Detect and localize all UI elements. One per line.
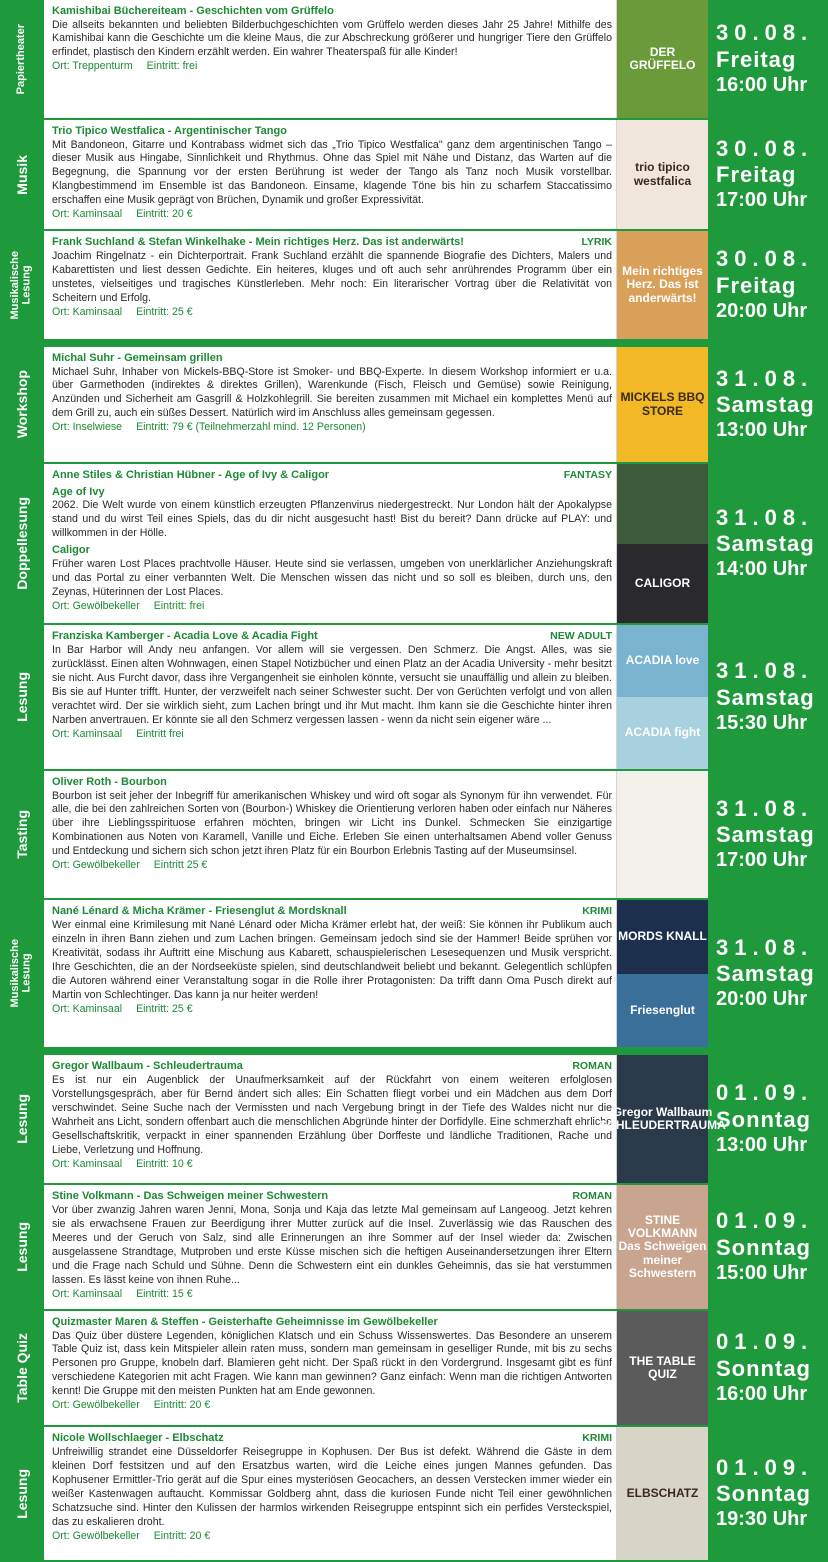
genre-label: FANTASY — [563, 469, 612, 481]
venue: Ort: Kaminsaal — [52, 1002, 123, 1015]
cover-image — [616, 231, 708, 339]
event-title: Trio Tipico Westfalica - Argentinischer Tango — [52, 125, 287, 137]
title-line — [52, 629, 612, 644]
event-datetime — [708, 231, 828, 339]
entry-fee: Eintritt frei — [136, 727, 184, 740]
cover-image — [616, 1185, 708, 1309]
category-text: Doppellesung — [13, 497, 30, 590]
cover-image — [616, 625, 708, 769]
event-time: 13:00 Uhr — [716, 1133, 808, 1156]
event-row — [0, 1185, 828, 1311]
event-time: 16:00 Uhr — [716, 1382, 808, 1405]
description-text: Wer einmal eine Krimilesung mit Nané Lénard oder Micha Krämer erlebt hat, der weiß: Sie können ihr Publikum auch einzeln in ihren Bann ziehen und zum Lachen bringen. Gemeinsam jedoch sind sie der Hammer! Beide sprühen vor Kreativität, sodass ihr Auftritt eine Mischung aus Kabarett, schauspielerischen Lesesequenzen und Musik verspricht. Ihre Geschichten, die an der Nordseeküste spielen, sind deutschlandweit beliebt und bekannt. Gelegentlich schlüpfen die Autoren während einer Veranstaltung sogar in die Rolle ihrer Protagonisten: Da trifft dann Oma Pusch direkt auf Martin von Schlechtinger. Das kann ja nur heiter werden! — [52, 918, 612, 1001]
title-line — [52, 1059, 612, 1074]
category-text: Musikalische Lesung — [9, 939, 33, 1008]
venue: Ort: Kaminsaal — [52, 208, 123, 221]
description-text: Die allseits bekannten und beliebten Bilderbuchgeschichten vom Grüffelo werden dieses Jahr 25 Jahre! Mithilfe des Kamishibai kann die Geschichte um die kleine Maus, die zur Abschreckung größerer und hungriger Tiere den Grüffelo erfindet, plastisch den Kindern erzählt werden. Ein wahrer Theaterspaß für alle Kinder! — [52, 18, 612, 59]
cover-image — [616, 1427, 708, 1560]
event-description — [44, 347, 616, 462]
venue: Ort: Kaminsaal — [52, 1157, 123, 1170]
category-text: Workshop — [13, 370, 30, 439]
event-meta — [52, 306, 612, 320]
event-time: 16:00 Uhr — [716, 73, 808, 96]
description-text: Mit Bandoneon, Gitarre und Kontrabass widmet sich das „Trio Tipico Westfalica" ganz dem argentinischen Tango – dieser Musik aus Hingabe, Sinnlichkeit und Rhythmus. Ohne das Spiel mit Nähe und Distanz, das Warten auf die Begegnung, die Spannung vor der ersten Berührung ist weder der Tango als Tanz noch Musik vorstellbar. Klangbestimmend im Ensemble ist das Bandoneon. Einsame, klagende Töne bis hin zu scharfem Staccatissimo erschaffen eine Musik geprägt von Brüchen, Dynamik und großer Expressivität. — [52, 138, 612, 207]
event-description — [44, 0, 616, 118]
genre-label: ROMAN — [572, 1190, 612, 1202]
cover-panel — [617, 1185, 708, 1309]
event-date: 31.08. — [716, 934, 814, 960]
event-description — [44, 120, 616, 229]
part-subtitle: Age of Ivy — [52, 485, 105, 498]
event-date: 31.08. — [716, 795, 814, 821]
description-text: 2062. Die Welt wurde von einem künstlich erzeugten Pflanzenvirus niedergestreckt. Nur London hält der Apokalypse stand und du wirst Teil eines Spiels, das du dir nicht ausgesucht hast! Bist du bereit? Dann drücke auf PLAY: und willkommen in der Hölle. — [52, 499, 612, 540]
entry-fee: Eintritt: 25 € — [136, 1002, 193, 1015]
category-label — [0, 347, 44, 462]
category-text: Lesung — [13, 1094, 30, 1144]
cover-panel — [617, 625, 708, 697]
cover-panel — [617, 1427, 708, 1560]
cover-text: STINE VOLKMANN Das Schweigen meiner Schwestern — [618, 1213, 707, 1280]
cover-image — [616, 347, 708, 462]
cover-text: trio tipico westfalica — [633, 160, 692, 188]
title-line — [52, 1315, 612, 1330]
event-time: 17:00 Uhr — [716, 849, 808, 872]
genre-label: NEW ADULT — [550, 630, 612, 642]
event-datetime — [708, 0, 828, 118]
entry-fee: Eintritt: frei — [153, 599, 205, 612]
event-time: 19:30 Uhr — [716, 1508, 808, 1531]
event-description — [44, 625, 616, 769]
entry-fee: Eintritt: 79 € (Teilnehmerzahl mind. 12 Personen) — [136, 421, 366, 434]
entry-fee: Eintritt: frei — [146, 60, 198, 73]
event-meta — [52, 600, 612, 614]
category-label — [0, 1311, 44, 1425]
entry-fee: Eintritt: 25 € — [136, 305, 193, 318]
title-line — [52, 124, 612, 139]
title-line — [52, 775, 612, 790]
event-datetime — [708, 1427, 828, 1560]
event-description — [44, 1311, 616, 1425]
cover-image — [616, 1311, 708, 1425]
event-title: Nicole Wollschlaeger - Elbschatz — [52, 1432, 224, 1444]
event-time: 14:00 Uhr — [716, 558, 808, 581]
event-weekday: Sonntag — [716, 1234, 811, 1260]
cover-text: CALIGOR — [634, 575, 691, 590]
event-meta — [52, 1399, 612, 1413]
category-text: Table Quiz — [13, 1333, 30, 1403]
description-text: Es ist nur ein Augenblick der Unaufmerksamkeit auf der Rückfahrt von einem weiteren erfolglosen Vorstellungsgespräch, aber für Bernd ändert sich alles: Ein Schatten fliegt vorbei und ein Mädchen aus dem Dorf verschwindet. Seine Suche nach der Vermissten und nach Vergebung bringt in der Tiefe des Waldes nicht nur die Wahrheit ans Licht, sondern offenbart auch die menschlichen Abgründe hinter der Dorfidylle. Eine schmerzhaft ehrliche Gesellschaftskritik, verpackt in einer spannenden Erzählung über Dorffeste und ländliche Traditionen, Rache und Liebe, Verletzung und Hoffnung. — [52, 1073, 612, 1156]
event-description — [44, 1055, 616, 1183]
category-label — [0, 1185, 44, 1309]
event-meta — [52, 1003, 612, 1017]
event-weekday: Samstag — [716, 961, 815, 986]
event-meta — [52, 728, 612, 742]
event-description — [44, 464, 616, 623]
venue: Ort: Inselwiese — [52, 421, 123, 434]
cover-panel — [617, 464, 708, 544]
event-meta — [52, 421, 612, 435]
entry-fee: Eintritt 25 € — [153, 859, 208, 872]
description-text: In Bar Harbor will Andy neu anfangen. Vor allem will sie vergessen. Den Schmerz. Die Angst. Alles, was sie zurücklässt. Einen alten Wohnwagen, einen Stapel Notizbücher und einen Platz an der Acadia University - mehr besitzt sie nicht. Aus Furcht davor, dass ihre Vergangenheit sie einholen könnte, versucht sie unauffällig und allein zu bleiben. Bis sie auf Hunter trifft. Hunter, der verzweifelt nach seiner Schwester sucht. Der von Gerüchten verfolgt und von allen verachtet wird. Der sie wirklich sieht, zum Lachen bringt und ihr Mut macht. Ihm kann sie die Geschichte hinter ihren Narben anvertrauen. Er könnte sie all den Schmerz vergessen lassen - wenn da nicht sein eigener wäre ... — [52, 643, 612, 726]
cover-image — [616, 464, 708, 623]
cover-panel — [617, 1311, 708, 1425]
event-description — [44, 1185, 616, 1309]
venue: Ort: Gewölbekeller — [52, 1399, 140, 1412]
event-weekday: Samstag — [716, 822, 815, 847]
cover-text: ACADIA love — [625, 653, 700, 668]
event-title: Quizmaster Maren & Steffen - Geisterhafte Geheimnisse im Gewölbekeller — [52, 1316, 438, 1328]
event-row — [0, 464, 828, 625]
event-weekday: Samstag — [716, 531, 815, 556]
event-time: 13:00 Uhr — [716, 419, 808, 442]
category-text: Lesung — [13, 1468, 30, 1519]
genre-label: KRIMI — [582, 905, 612, 917]
event-date: 30.08. — [716, 135, 814, 161]
category-label — [0, 1055, 44, 1183]
cover-text: ACADIA fight — [624, 725, 701, 740]
venue: Ort: Kaminsaal — [52, 1287, 123, 1300]
category-text: Tasting — [13, 810, 30, 859]
title-line — [52, 4, 612, 19]
entry-fee: Eintritt: 20 € — [153, 1529, 211, 1542]
category-text: Musikalische Lesung — [9, 250, 33, 320]
cover-text: THE TABLE QUIZ — [629, 1353, 696, 1381]
cover-image — [616, 771, 708, 898]
event-weekday: Sonntag — [716, 1106, 811, 1132]
venue: Ort: Kaminsaal — [52, 305, 123, 318]
event-date: 30.08. — [716, 246, 814, 272]
cover-image — [616, 120, 708, 229]
event-meta — [52, 859, 612, 873]
cover-text: Gregor Wallbaum SCHLEUDERTRAUMA — [599, 1104, 726, 1132]
title-line — [52, 351, 612, 366]
genre-label: LYRIK — [581, 236, 612, 248]
description-text: Früher waren Lost Places prachtvolle Häuser. Heute sind sie verlassen, umgeben von unerklärlicher Anziehungskraft und das Portal zu einer verbannten Welt. Die Menschen wissen das nicht und so soll es bleiben, durch uns, den Zeynas, Hüterinnen der Lost Places. — [52, 557, 612, 598]
category-label — [0, 625, 44, 769]
description-text: Unfreiwillig strandet eine Düsseldorfer Reisegruppe in Kophusen. Der Bus ist defekt. Während die Gäste in dem kleinen Dorf festsitzen und auf den Ersatzbus warten, wird die Leiche eines jungen Mannes gefunden. Das Kophusener Ermittler-Trio gerät auf die Spur eines mysteriösen Geocachers, an dessen Verstecken immer wieder ein weißer Kastenwagen auftaucht. Kommissar Goldberg ahnt, dass die kuriosen Funde nicht Teil einer gewöhnlichen Schatzsuche sind. Hinter den Kulissen der harmlos wirkenden Reisegruppe entspinnt sich ein perfides Versteckspiel, das zu eskalieren droht. — [52, 1445, 612, 1528]
event-meta — [52, 60, 612, 74]
event-datetime — [708, 900, 828, 1047]
description-text: Vor über zwanzig Jahren waren Jenni, Mona, Sonja und Kaja das letzte Mal gemeinsam auf Langeoog. Jetzt kehren sie als erwachsene Frauen zur Beerdigung ihrer Mutter zurück auf die Insel. Zuverlässig wie das Rauschen des Meeres und der Geruch von Salz, sind alle Erinnerungen an ihre Sommer auf der Insel wieder da: Zwischen ausgelassene Strandtage, Mutproben und erste Küsse mischen sich die heftigen Auseinandersetzungen ihrer Eltern und die Frage nach Schuld und Sühne. Denn die Schwestern eint ein dunkles Geheimnis, das sie hat verstummen lassen. Es lässt keine von ihnen Ruhe... — [52, 1203, 612, 1286]
event-date: 31.08. — [716, 504, 814, 530]
event-title: Franziska Kamberger - Acadia Love & Acadia Fight — [52, 630, 318, 642]
event-meta — [52, 1288, 612, 1302]
event-datetime — [708, 1185, 828, 1309]
title-line — [52, 1431, 612, 1446]
cover-text: MORDS KNALL — [618, 929, 707, 944]
description-text: Bourbon ist seit jeher der Inbegriff für amerikanischen Whiskey und wird oft sogar als Synonym für ihn verwendet. Für alle, die bei den zahlreichen Sorten von (Bourbon-) Whiskey die Orientierung verloren haben oder einfach nur Näheres über ihre Lieblingsspirituose erfahren möchten, bringen wir Licht ins Dunkel. Schmecken Sie einzigartige Kombinationen aus Noten von Karamell, Vanille und Eiche. Erleben Sie einen unterhaltsamen Abend voller Genuss und Entdeckung und sichern sich schon jetzt ihren Platz für ein Bourbon Erlebnis Tasting auf der Museumsinsel. — [52, 789, 612, 858]
venue: Ort: Kaminsaal — [52, 727, 123, 740]
title-line — [52, 235, 612, 250]
venue: Ort: Treppenturm — [52, 60, 133, 73]
title-line — [52, 904, 612, 919]
cover-text: Mein richtiges Herz. Das ist anderwärts! — [622, 264, 703, 305]
event-weekday: Samstag — [716, 684, 815, 710]
entry-fee: Eintritt: 10 € — [136, 1157, 193, 1170]
cover-text: DER GRÜFFELO — [629, 44, 696, 72]
event-weekday: Sonntag — [716, 1481, 811, 1506]
genre-label: ROMAN — [572, 1060, 612, 1072]
category-label — [0, 771, 44, 898]
event-description — [44, 771, 616, 898]
event-date: 01.09. — [716, 1329, 814, 1355]
event-description — [44, 900, 616, 1047]
entry-fee: Eintritt: 15 € — [136, 1287, 193, 1300]
event-row — [0, 900, 828, 1049]
event-datetime — [708, 771, 828, 898]
category-label — [0, 900, 44, 1047]
event-date: 31.08. — [716, 658, 814, 684]
event-title: Anne Stiles & Christian Hübner - Age of Ivy & Caligor — [52, 469, 330, 481]
event-weekday: Freitag — [716, 162, 797, 187]
cover-text: MICKELS BBQ STORE — [620, 390, 705, 418]
cover-text: Friesenglut — [630, 1002, 695, 1017]
event-date: 30.08. — [716, 20, 814, 46]
event-datetime — [708, 464, 828, 623]
event-meta — [52, 1158, 612, 1172]
event-datetime — [708, 1055, 828, 1183]
category-text: Musik — [13, 154, 30, 195]
event-row — [0, 1427, 828, 1562]
cover-image — [616, 0, 708, 118]
cover-text: ELBSCHATZ — [626, 1485, 699, 1500]
event-datetime — [708, 347, 828, 462]
event-date: 01.09. — [716, 1454, 814, 1480]
category-label — [0, 464, 44, 623]
event-row — [0, 625, 828, 771]
category-label — [0, 120, 44, 229]
event-description — [44, 231, 616, 339]
category-label — [0, 231, 44, 339]
cover-panel — [617, 900, 708, 974]
event-datetime — [708, 625, 828, 769]
entry-fee: Eintritt: 20 € — [153, 1399, 211, 1412]
event-row — [0, 341, 828, 464]
event-row — [0, 1311, 828, 1427]
event-date: 01.09. — [716, 1080, 814, 1106]
event-time: 15:30 Uhr — [716, 711, 808, 734]
description-text: Das Quiz über düstere Legenden, königlichen Klatsch und ein Schuss Wissenswertes. Das Besondere an unserem Table Quiz ist, dass kein Mitspieler allein raten muss, sondern man gemeinsam in geselliger Runde, mit bis zu sechs Personen pro Gruppe, knobeln darf. Blamieren geht nicht. Der Spaß rückt in den Vordergrund. Insgesamt gibt es fünf verschiedene Kategorien mit acht Fragen. Wie kann man gewinnen? Ganz einfach: Wenn man die richtigen Antworten kennt! Die Gruppe mit den meisten Punkten hat am Ende gewonnen. — [52, 1329, 612, 1398]
title-line — [52, 1189, 612, 1204]
description-text: Michael Suhr, Inhaber von Mickels-BBQ-Store ist Smoker- und BBQ-Experte. In diesem Workshop informiert er u.a. über Garmethoden (indirektes & direktes Grillen), Warenkunde (Fisch, Fleisch und Gemüse) sowie Reinigung, Anzünden und Sicherheit am Gasgrill & Holzkohlegrill. Sie bereiten zusammen mit Michael ein komplettes Menü auf dem Grill zu, auch ein süßes Dessert. Natürlich wird im Anschluss alles gemeinsam gegessen. — [52, 365, 612, 420]
cover-panel — [617, 771, 708, 898]
event-title: Stine Volkmann - Das Schweigen meiner Schwestern — [52, 1190, 329, 1202]
event-row — [0, 771, 828, 900]
cover-panel — [617, 347, 708, 462]
event-datetime — [708, 120, 828, 229]
event-weekday: Samstag — [716, 392, 815, 417]
event-time: 20:00 Uhr — [716, 299, 808, 322]
event-title: Kamishibai Büchereiteam - Geschichten vom Grüffelo — [52, 5, 334, 17]
cover-image — [599, 1055, 726, 1183]
event-weekday: Sonntag — [716, 1355, 811, 1381]
cover-panel — [617, 231, 708, 339]
category-label — [0, 1427, 44, 1560]
description-text: Joachim Ringelnatz - ein Dichterportrait. Frank Suchland erzählt die spannende Biografie des Dichters, Malers und Kabarettisten und liest dessen Gedichte. Ein heiteres, kluges und oft auch sehr anrührendes Programm über ein unstetes, vielseitiges und tragisches Künstlerleben. Mehr noch: Ein literarischer Vortrag über die Relativität von Scheitern und Erfolg. — [52, 249, 612, 304]
category-text: Lesung — [13, 672, 30, 722]
venue: Ort: Gewölbekeller — [52, 1529, 140, 1542]
event-description — [44, 1427, 616, 1560]
category-text: Papiertheater — [15, 23, 28, 95]
cover-panel — [617, 544, 708, 624]
category-text: Lesung — [13, 1222, 30, 1272]
part-subtitle: Caligor — [52, 544, 90, 557]
event-title: Michal Suhr - Gemeinsam grillen — [52, 352, 223, 364]
venue: Ort: Gewölbekeller — [52, 599, 140, 612]
event-title: Gregor Wallbaum - Schleudertrauma — [52, 1060, 243, 1072]
entry-fee: Eintritt: 20 € — [136, 208, 193, 221]
event-title: Oliver Roth - Bourbon — [52, 776, 167, 788]
event-time: 20:00 Uhr — [716, 988, 808, 1011]
event-row — [0, 120, 828, 231]
event-meta — [52, 208, 612, 222]
event-row — [0, 231, 828, 341]
event-title: Frank Suchland & Stefan Winkelhake - Mein richtiges Herz. Das ist anderwärts! — [52, 236, 464, 248]
event-time: 17:00 Uhr — [716, 189, 808, 212]
event-time: 15:00 Uhr — [716, 1261, 808, 1284]
event-meta — [52, 1530, 612, 1544]
cover-panel — [617, 974, 708, 1048]
venue: Ort: Gewölbekeller — [52, 859, 140, 872]
event-row — [0, 1049, 828, 1185]
event-date: 01.09. — [716, 1208, 814, 1234]
cover-panel — [617, 0, 708, 118]
event-weekday: Freitag — [716, 272, 797, 298]
cover-panel — [617, 120, 708, 229]
event-weekday: Freitag — [716, 46, 797, 72]
genre-label: KRIMI — [582, 1432, 612, 1444]
cover-panel — [617, 697, 708, 769]
event-datetime — [708, 1311, 828, 1425]
category-label — [0, 0, 44, 118]
title-line — [52, 468, 612, 483]
event-title: Nané Lénard & Micha Krämer - Friesenglut & Mordsknall — [52, 905, 347, 917]
cover-image — [616, 900, 708, 1047]
event-date: 31.08. — [716, 365, 814, 391]
cover-panel — [599, 1055, 726, 1183]
event-row — [0, 0, 828, 120]
